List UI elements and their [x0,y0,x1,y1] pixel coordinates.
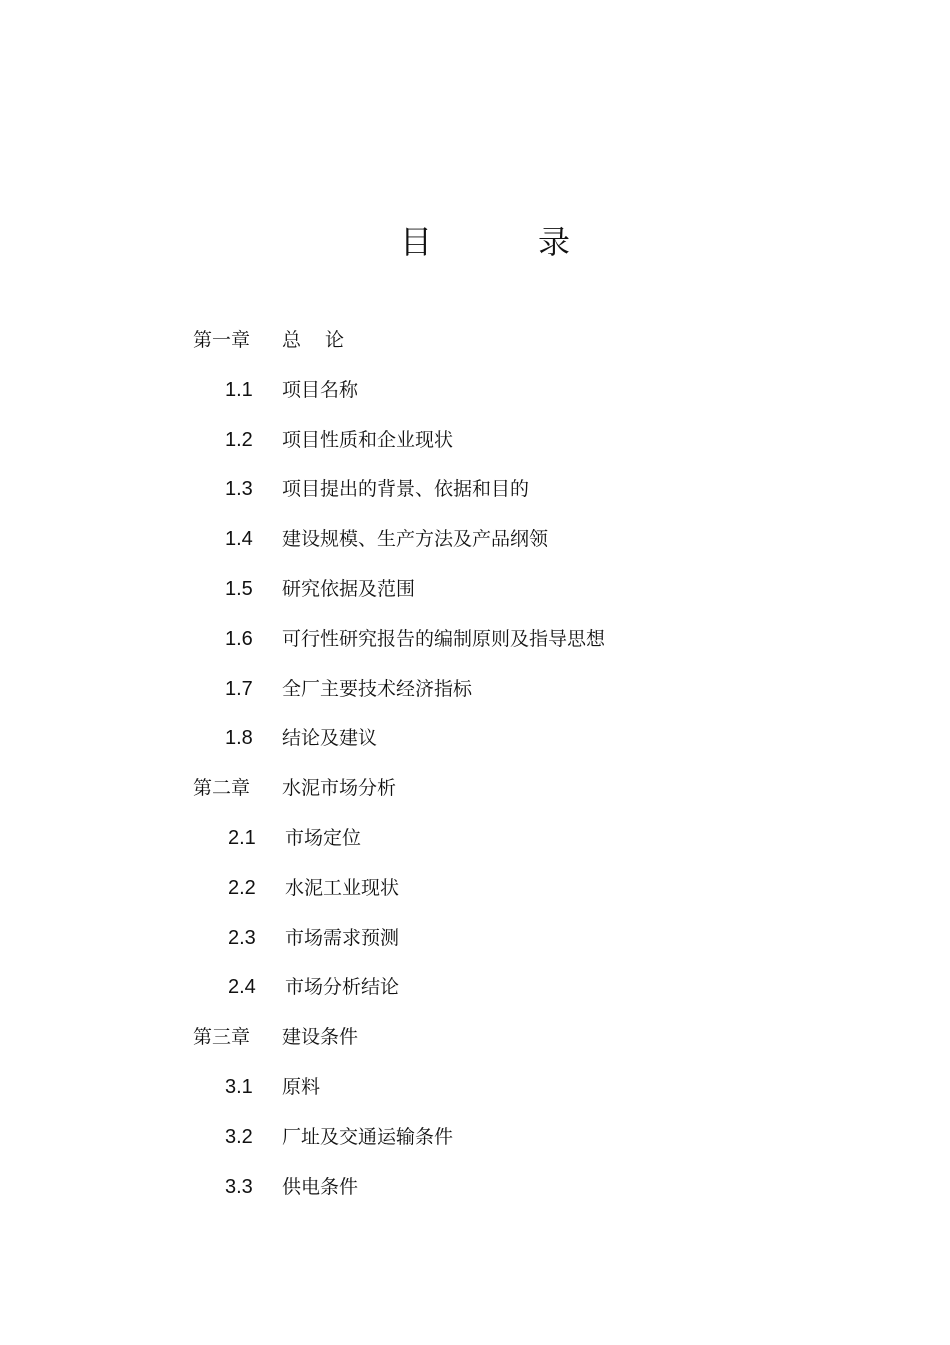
toc-text: 供电条件 [282,1175,359,1198]
toc-number: 第三章 [193,1026,251,1049]
toc-number: 1.2 [225,428,253,451]
toc-number: 1.5 [225,577,253,600]
toc-section[interactable] [0,814,950,864]
toc-number: 2.3 [228,926,256,949]
toc-section[interactable] [0,615,950,665]
toc-section[interactable] [0,714,950,764]
page-title [0,220,950,264]
toc-text: 可行性研究报告的编制原则及指导思想 [282,627,606,650]
toc-section[interactable] [0,416,950,466]
toc-text: 水泥工业现状 [285,876,400,899]
toc-number: 2.2 [228,876,256,899]
toc-text: 全厂主要技术经济指标 [282,677,473,700]
toc-text: 项目性质和企业现状 [282,428,454,451]
toc-section[interactable] [0,914,950,964]
toc-section[interactable] [0,963,950,1013]
toc-number: 3.3 [225,1175,253,1198]
toc-section[interactable] [0,1163,950,1213]
title-char-2: 录 [538,223,571,261]
toc-text: 研究依据及范围 [282,577,416,600]
toc-text: 结论及建议 [282,727,378,750]
toc-number: 第一章 [193,329,251,351]
toc-section[interactable] [0,1113,950,1163]
toc-section[interactable] [0,665,950,715]
title-char-1: 目 [400,223,433,261]
toc-number: 1.3 [225,478,253,501]
toc-section[interactable] [0,515,950,565]
toc-text: 原料 [282,1075,321,1098]
toc-section[interactable] [0,465,950,515]
toc-section[interactable] [0,864,950,914]
toc-text: 市场需求预测 [285,926,400,949]
toc-number: 1.8 [225,727,253,750]
toc-number: 3.1 [225,1075,253,1098]
toc-text: 建设条件 [282,1026,359,1049]
toc-text: 市场定位 [285,826,362,849]
toc-number: 1.6 [225,627,253,650]
toc-chapter[interactable] [0,316,950,366]
toc-text: 总论 [282,329,369,351]
toc-number: 1.1 [225,378,253,401]
toc-text: 厂址及交通运输条件 [282,1125,454,1148]
toc-section[interactable] [0,1063,950,1113]
toc-text: 建设规模、生产方法及产品纲领 [282,528,549,551]
toc-number: 1.4 [225,528,253,551]
toc-number: 2.4 [228,976,256,999]
toc-section[interactable] [0,565,950,615]
table-of-contents [0,316,950,1212]
toc-text: 水泥市场分析 [282,777,397,800]
toc-number: 第二章 [193,777,251,800]
toc-text: 市场分析结论 [285,976,400,999]
toc-text: 项目提出的背景、依据和目的 [282,478,530,501]
toc-number: 1.7 [225,677,253,700]
toc-section[interactable] [0,366,950,416]
toc-chapter[interactable] [0,764,950,814]
toc-chapter[interactable] [0,1013,950,1063]
toc-number: 3.2 [225,1125,253,1148]
toc-text: 项目名称 [282,378,359,401]
toc-number: 2.1 [228,826,256,849]
